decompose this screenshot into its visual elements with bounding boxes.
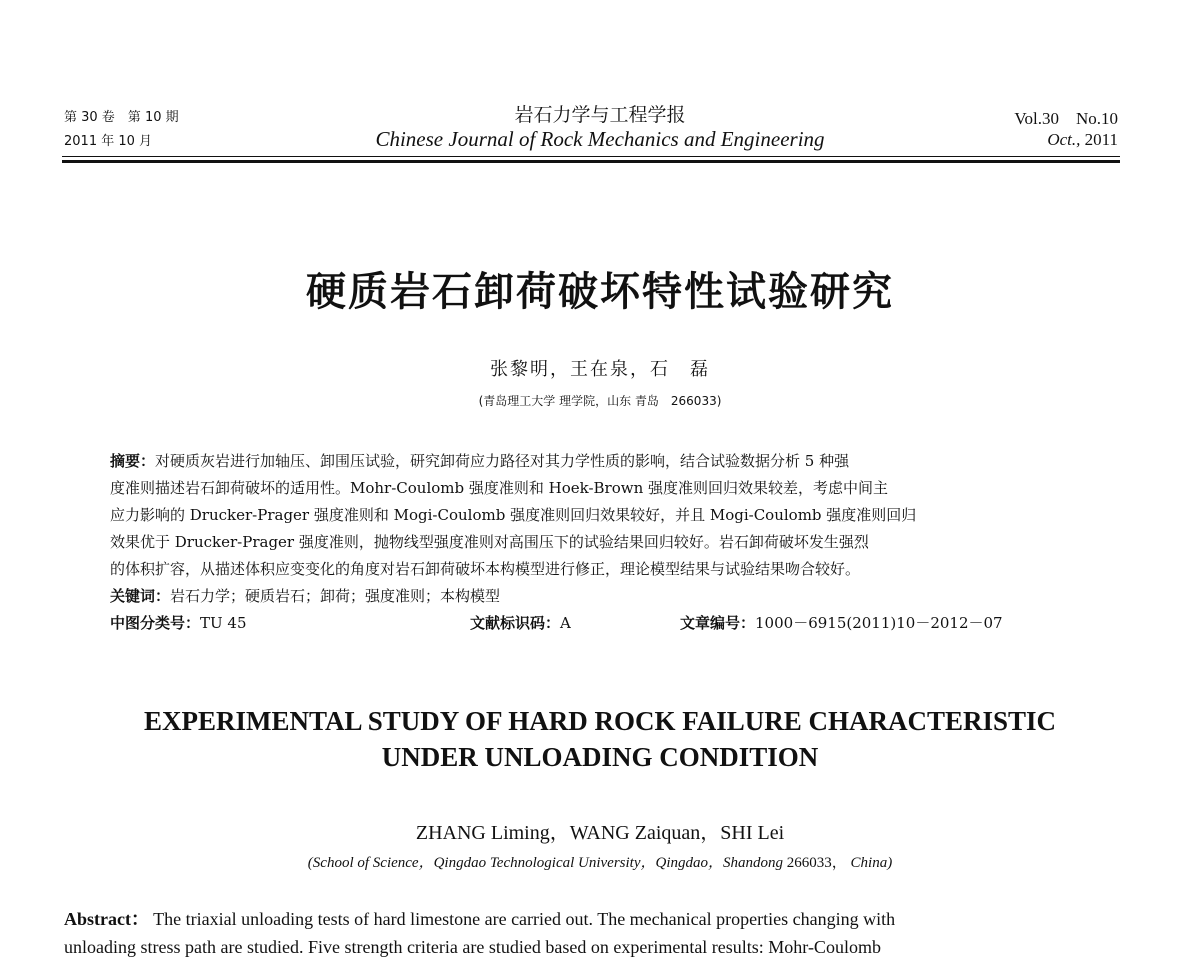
- paper-title-en-line-1: EXPERIMENTAL STUDY OF HARD ROCK FAILURE CHARACTERISTIC: [143, 706, 1057, 736]
- volume-issue-cn: 第 30 卷 第 10 期: [64, 110, 179, 125]
- header-rule-top: [62, 156, 1120, 157]
- date-en-month: Oct.,: [1047, 130, 1081, 149]
- abstract-cn-line-2: 度准则描述岩石卸荷破坏的适用性。Mohr-Coulomb 强度准则和 Hoek-Brown 强度准则回归效果较差，考虑中间主: [110, 479, 889, 497]
- authors-cn: 张黎明，王在泉，石 磊: [490, 359, 710, 380]
- journal-name-en: Chinese Journal of Rock Mechanics and Engineering: [375, 127, 825, 151]
- header-rule-bottom: [62, 160, 1120, 163]
- document-code: 文献标识码：A: [470, 614, 571, 632]
- clc-number: 中图分类号：TU 45: [110, 614, 247, 632]
- abstract-en: [64, 905, 1134, 961]
- keywords-cn-label: 关键词：: [110, 587, 171, 605]
- abstract-cn-label: 摘要：: [110, 452, 156, 470]
- keywords-cn-text: 岩石力学；硬质岩石；卸荷；强度准则；本构模型: [170, 587, 501, 605]
- paper-title-cn: 硬质岩石卸荷破坏特性试验研究: [306, 269, 894, 315]
- abstract-cn-line-4: 效果优于 Drucker-Prager 强度准则，抛物线型强度准则对高围压下的试验结果回归较好。岩石卸荷破坏发生强烈: [110, 533, 869, 551]
- journal-name-cn: 岩石力学与工程学报: [514, 104, 686, 126]
- keywords-cn: [110, 583, 1100, 610]
- abstract-cn-line-3: 应力影响的 Drucker-Prager 强度准则和 Mogi-Coulomb 强度准则回归效果较好，并且 Mogi-Coulomb 强度准则回归: [110, 506, 917, 524]
- abstract-en-line-2: unloading stress path are studied. Five strength criteria are studied based on experimental results: Mohr-Coulomb: [64, 937, 881, 957]
- date-en-year: 2011: [1084, 130, 1118, 149]
- classification-row: [110, 610, 1100, 637]
- article-number: 文章编号：1000－6915(2011)10－2012－07: [680, 614, 1003, 632]
- abstract-cn-line-5: 的体积扩容，从描述体积应变变化的角度对岩石卸荷破坏本构模型进行修正，理论模型结果与试验结果吻合较好。: [110, 560, 861, 578]
- paper-title-en: [0, 703, 1200, 775]
- abstract-en-line-1: Abstract： The triaxial unloading tests of hard limestone are carried out. The mechanical properties changing with: [64, 909, 896, 929]
- abstract-en-label: Abstract：: [64, 909, 149, 929]
- date-cn: 2011 年 10 月: [64, 134, 153, 149]
- authors-en: ZHANG Liming，WANG Zaiquan，SHI Lei: [415, 822, 785, 844]
- paper-title-en-line-2: UNDER UNLOADING CONDITION: [381, 742, 819, 772]
- abstract-cn: [110, 448, 1100, 637]
- volume-issue-en: Vol.30 No.10: [1014, 109, 1118, 128]
- affiliation-en: (School of Science，Qingdao Technological University，Qingdao，Shandong 266033， China): [307, 855, 893, 871]
- affiliation-cn: (青岛理工大学 理学院，山东 青岛 266033): [478, 394, 722, 408]
- date-en: [1047, 130, 1118, 150]
- abstract-cn-line-1: 摘要：对硬质灰岩进行加轴压、卸围压试验，研究卸荷应力路径对其力学性质的影响，结合试验数据分析 5 种强: [110, 452, 850, 470]
